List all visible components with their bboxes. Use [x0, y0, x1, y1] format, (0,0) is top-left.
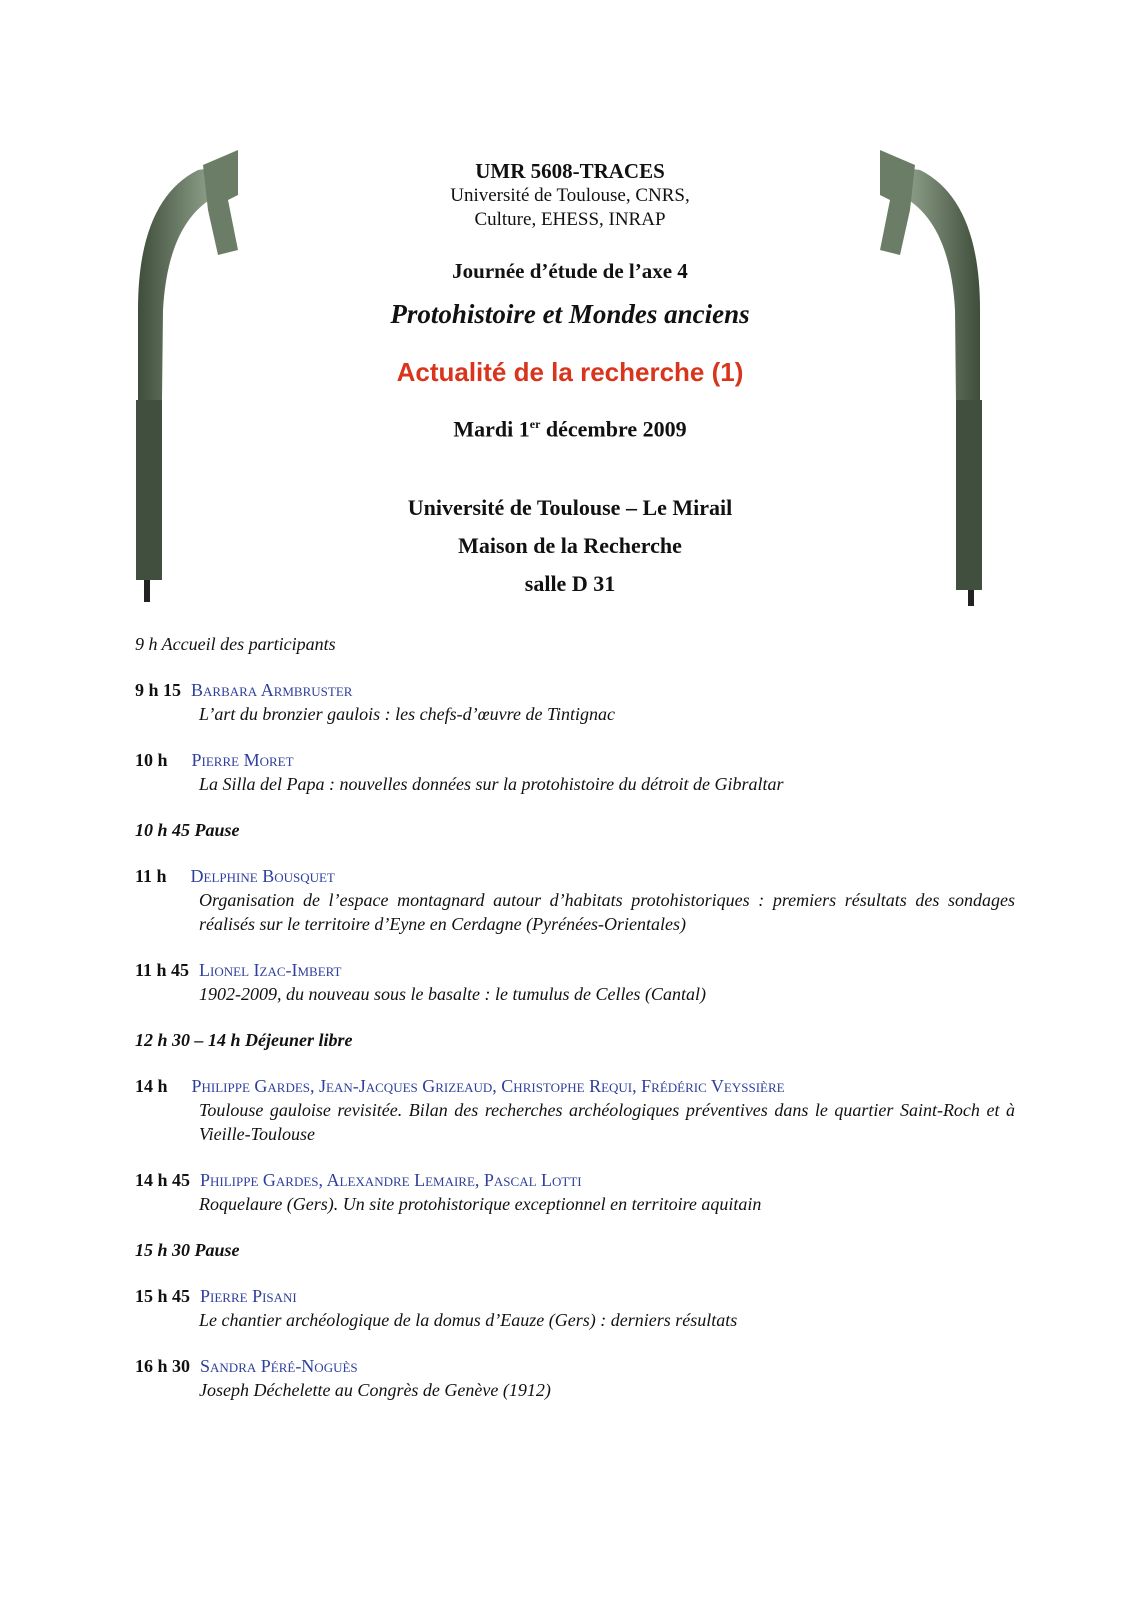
session-speakers: Philippe Gardes, Jean-Jacques Grizeaud, Christophe Requi, Frédéric Veyssière: [191, 1076, 785, 1096]
venue-line-2: Maison de la Recherche: [458, 533, 682, 559]
event-venue: [330, 489, 810, 603]
session-talk-title: L’art du bronzier gaulois : les chefs-d’œuvre de Tintignac: [199, 704, 615, 724]
bronze-carnyx-left-image: [108, 140, 238, 610]
affiliation-line-1: Université de Toulouse, CNRS,: [450, 185, 690, 206]
session-item: 11 h 45 Lionel Izac-Imbert 1902-2009, du nouveau sous le basalte : le tumulus de Celles (Cantal): [135, 958, 1015, 1006]
session-talk-title: Le chantier archéologique de la domus d’Eauze (Gers) : derniers résultats: [199, 1310, 738, 1330]
lab-name: UMR 5608-TRACES: [475, 159, 665, 183]
session-item: 10 h Pierre Moret La Silla del Papa : nouvelles données sur la protohistoire du détroit de Gibraltar: [135, 748, 1015, 796]
session-speakers: Philippe Gardes, Alexandre Lemaire, Pascal Lotti: [200, 1170, 582, 1190]
affiliation-line-2: Culture, EHESS, INRAP: [474, 209, 666, 230]
session-speakers: Pierre Pisani: [200, 1286, 297, 1306]
pause-item: 15 h 30 Pause: [135, 1240, 240, 1260]
lunch-item: 12 h 30 – 14 h Déjeuner libre: [135, 1030, 353, 1050]
session-item: 11 h Delphine Bousquet Organisation de l’espace montagnard autour d’habitats protohistoriques : premiers résultats des sondages réalisés sur le territoire d’Eyne en Cerdagne (Pyrénées-Orientales): [135, 866, 1015, 934]
session-speakers: Sandra Péré-Noguès: [200, 1356, 358, 1376]
session-item: 14 h Philippe Gardes, Jean-Jacques Grizeaud, Christophe Requi, Frédéric Veyssière Toulouse gauloise revisitée. Bilan des recherches archéologiques préventives dans le quartier Saint-Roch et à Vieille-Toulouse: [135, 1076, 1015, 1144]
session-speakers: Delphine Bousquet: [190, 866, 335, 886]
session-item: 16 h 30 Sandra Péré-Noguès Joseph Déchelette au Congrès de Genève (1912): [135, 1354, 1015, 1402]
session-item: 14 h 45 Philippe Gardes, Alexandre Lemaire, Pascal Lotti Roquelaure (Gers). Un site protohistorique exceptionnel en territoire aquitain: [135, 1168, 1015, 1216]
pause-item: 10 h 45 Pause: [135, 820, 240, 840]
session-speakers: Pierre Moret: [191, 750, 294, 770]
programme-list: [135, 632, 1015, 1402]
study-day-title: Journée d’étude de l’axe 4: [452, 259, 688, 283]
session-speakers: Lionel Izac-Imbert: [199, 960, 342, 980]
event-header: [330, 158, 810, 603]
session-item: 15 h 45 Pierre Pisani Le chantier archéologique de la domus d’Eauze (Gers) : derniers résultats: [135, 1284, 1015, 1332]
venue-line-3: salle D 31: [524, 571, 616, 597]
venue-line-1: Université de Toulouse – Le Mirail: [407, 495, 733, 521]
session-talk-title: Roquelaure (Gers). Un site protohistorique exceptionnel en territoire aquitain: [199, 1194, 762, 1214]
bronze-carnyx-right-image: [880, 140, 1010, 610]
theme-title: Protohistoire et Mondes anciens: [390, 299, 750, 329]
session-talk-title: Joseph Déchelette au Congrès de Genève (1912): [199, 1380, 551, 1400]
session-talk-title: 1902-2009, du nouveau sous le basalte : le tumulus de Celles (Cantal): [199, 984, 706, 1004]
event-subtitle: Actualité de la recherche (1): [396, 357, 744, 387]
welcome-item: 9 h Accueil des participants: [135, 634, 336, 654]
session-talk-title: Toulouse gauloise revisitée. Bilan des recherches archéologiques préventives dans le quartier Saint-Roch et à Vieille-Toulouse: [199, 1100, 1015, 1144]
session-talk-title: Organisation de l’espace montagnard autour d’habitats protohistoriques : premiers résultats des sondages réalisés sur le territoire d’Eyne en Cerdagne (Pyrénées-Orientales): [199, 890, 1015, 934]
session-item: 9 h 15 Barbara Armbruster L’art du bronzier gaulois : les chefs-d’œuvre de Tintignac: [135, 678, 1015, 726]
session-talk-title: La Silla del Papa : nouvelles données sur la protohistoire du détroit de Gibraltar: [199, 774, 784, 794]
event-date: Mardi 1er décembre 2009: [453, 416, 687, 442]
session-speakers: Barbara Armbruster: [191, 680, 353, 700]
